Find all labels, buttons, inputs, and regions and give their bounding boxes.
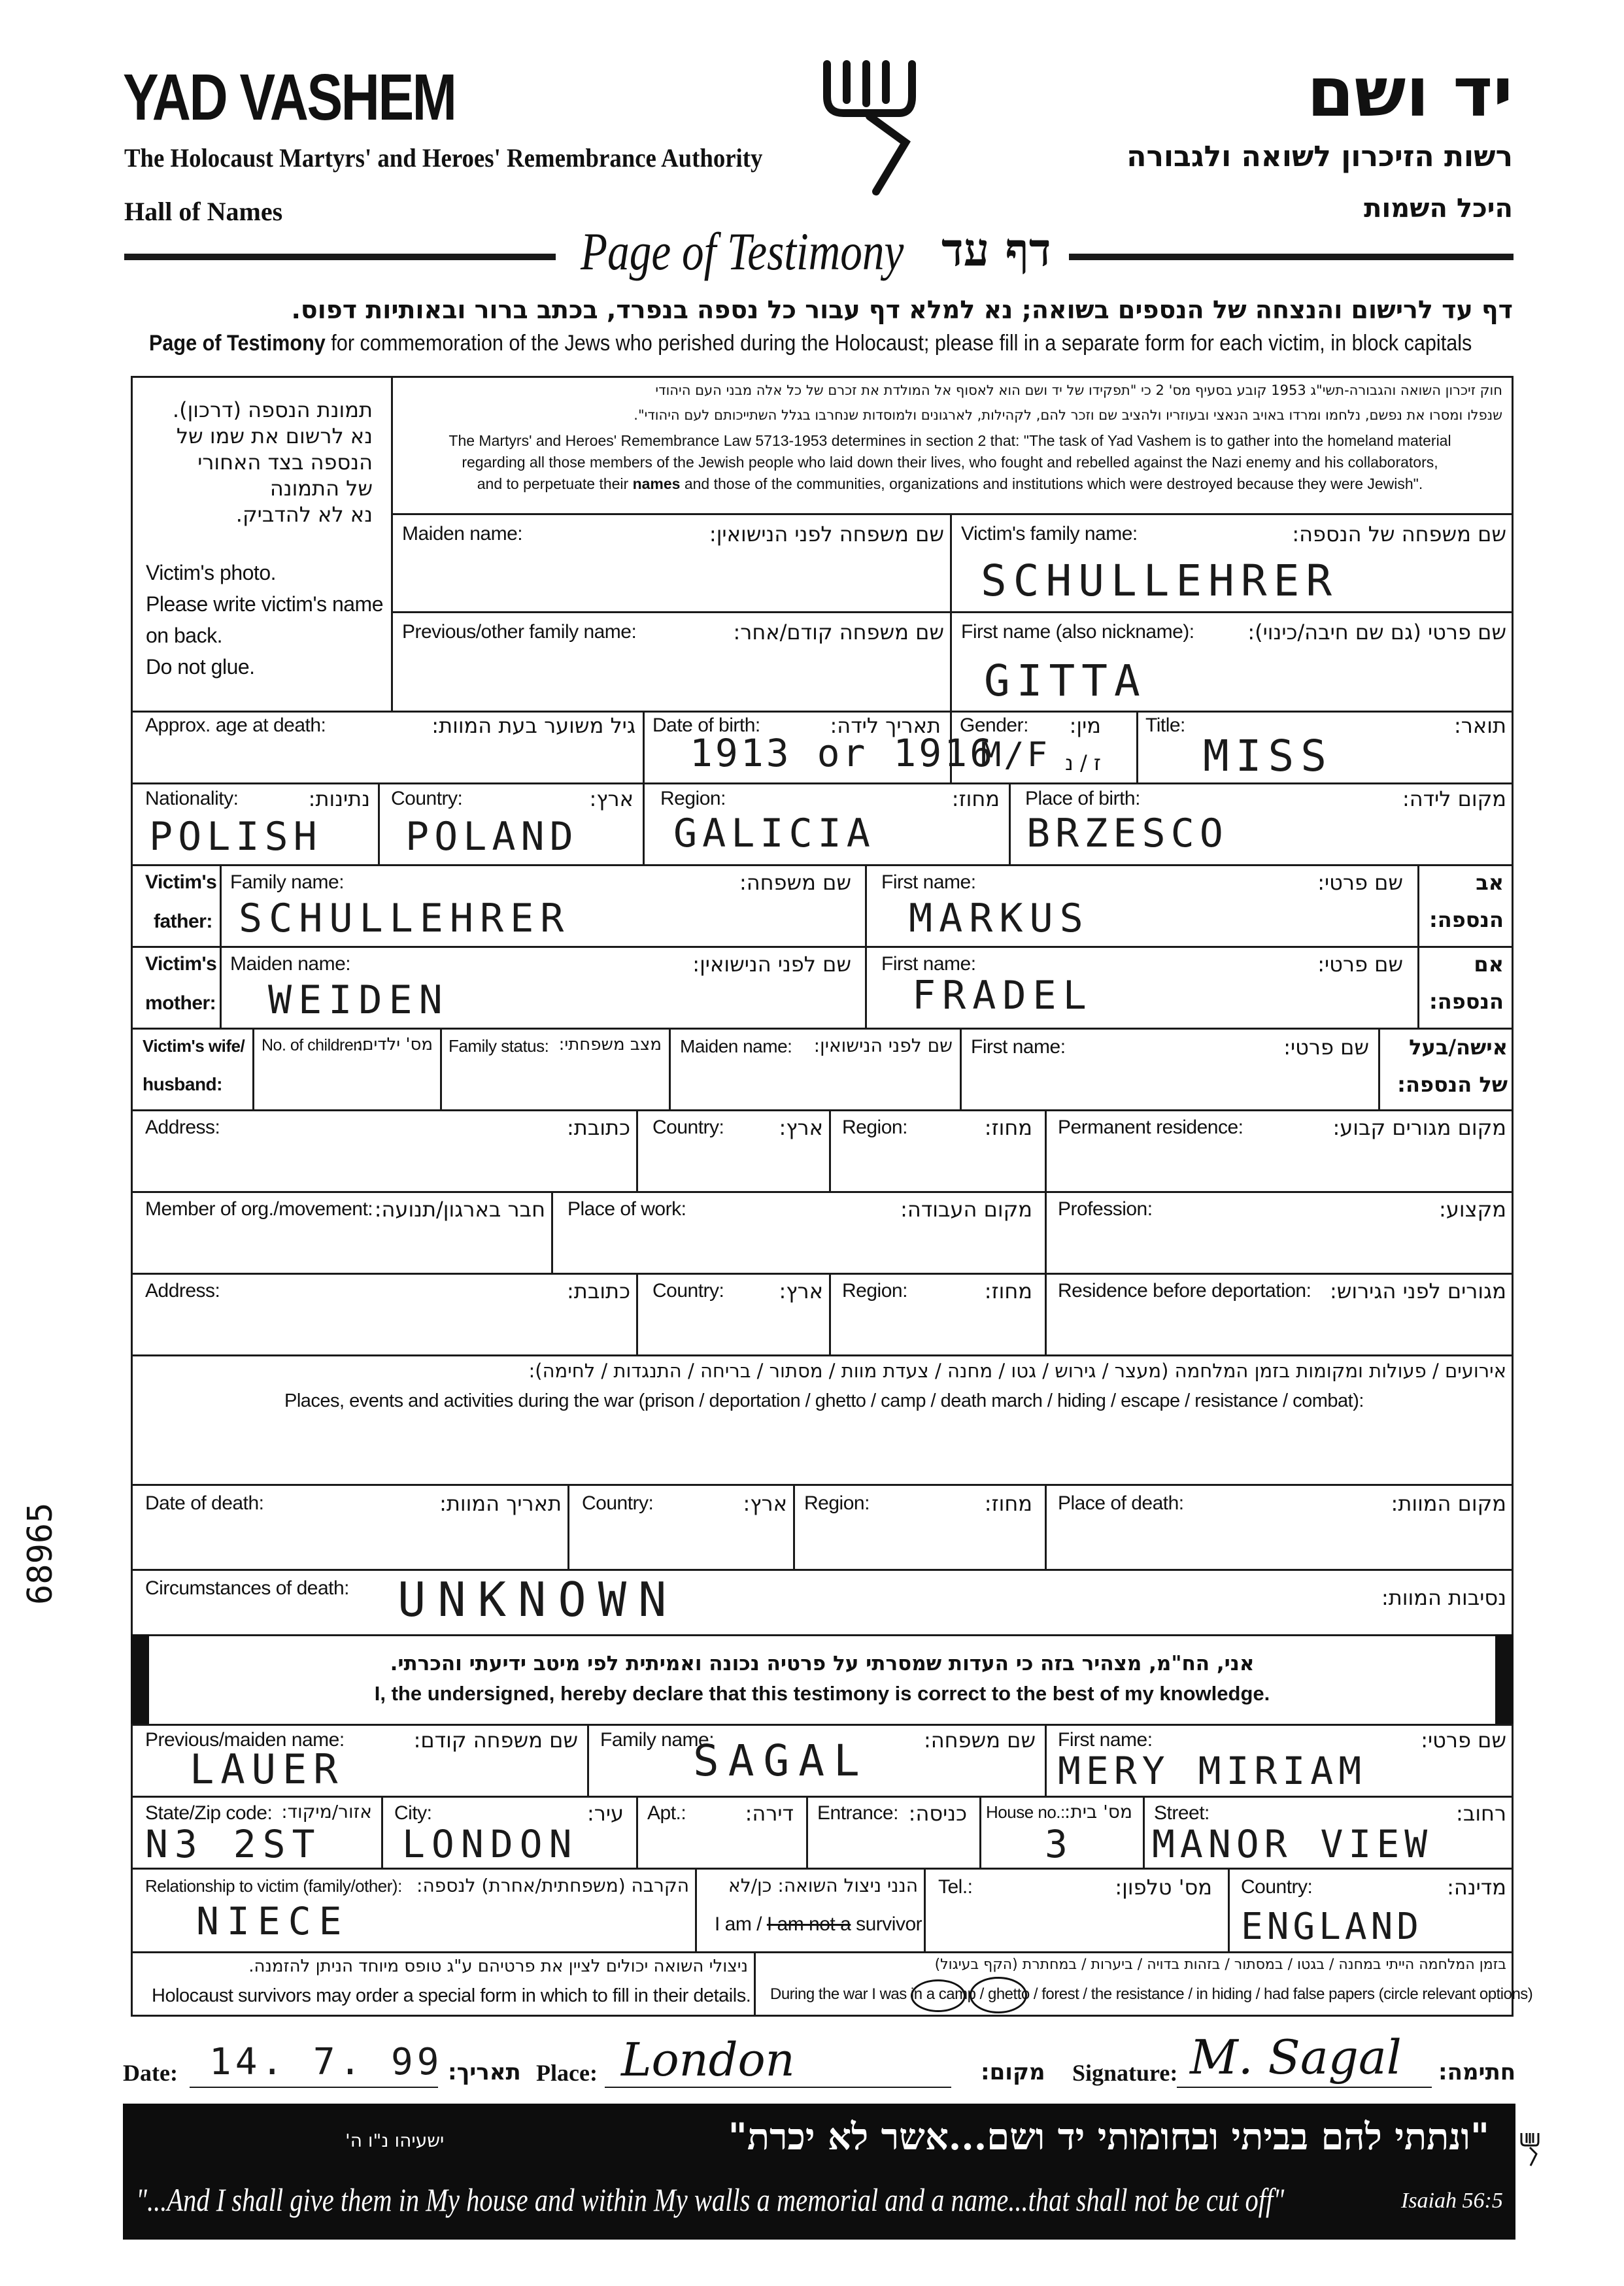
row-age [131,711,1514,713]
survivor-en-b: survivor [856,1913,922,1935]
street-label-en: Street: [1154,1802,1210,1824]
title-value[interactable]: MISS [1203,731,1333,781]
sub-country-value[interactable]: ENGLAND [1241,1906,1423,1948]
spouse-side-en-1: Victim's wife/ [143,1036,245,1056]
res-country-label-en: Country: [652,1117,724,1138]
row-circ [131,1569,1514,1571]
permanent-field[interactable] [1047,1144,1511,1190]
prev-name-label-he: שם משפחה קודם/אחר: [733,620,944,645]
decl-bar-left [131,1634,149,1726]
maiden-name-field[interactable] [393,549,949,609]
law-text [398,382,1509,493]
yad-vashem-logo [814,51,925,201]
org-subtitle-en: The Holocaust Martyrs' and Heroes' Remembrance Authority [124,143,763,173]
res2-country-label-he: ארץ: [779,1279,823,1303]
footer-place-rule [605,2087,951,2088]
entrance-label-en: Entrance: [817,1802,898,1824]
country-label-en: Country: [391,788,463,809]
status-field[interactable] [442,1062,668,1108]
country-value[interactable]: POLAND [405,814,579,860]
circ-value[interactable]: UNKNOWN [398,1572,679,1627]
notes-left-he: ניצולי השואה יכולים לציין את פרטיהם ע"ג טופס מיוחד הניתן להזמנה. [248,1957,748,1976]
city-label-en: City: [394,1802,432,1824]
entrance-label-he: כניסה: [908,1801,967,1826]
gender-options-he: ז / נ [1064,750,1101,775]
nat-split [378,782,380,864]
address2-label-he: כתובת: [567,1279,630,1303]
death-region-field[interactable] [795,1520,1043,1567]
father-family-label-he: שם משפחה: [739,870,851,895]
footer-sig-label-he: חתימה: [1438,2059,1516,2085]
law-en-3b: names [632,475,681,492]
row-mother [131,946,1514,948]
house-label-en: House no.: [986,1802,1065,1822]
country-label-he: ארץ: [589,786,634,811]
deport-label-he: מגורים לפני הגירוש: [1329,1279,1506,1303]
law-en-3c: and those of the communities, organizations and institutions which were destroyed because they were Jewish". [684,475,1423,492]
sub-first-label-he: שם פרטי: [1421,1728,1506,1753]
form-bottom [131,2015,1514,2017]
mother-side-en-2: mother: [145,992,216,1014]
age-label-he: גיל משוער בעת המוות: [431,713,635,738]
permanent-label-he: מקום מגורים קבוע: [1332,1115,1506,1140]
mother-first-value[interactable]: FRADEL [912,973,1093,1018]
footer-date-label-he: תאריך: [448,2059,521,2085]
law-en-1: The Martyrs' and Heroes' Remembrance Law 5713-1953 determines in section 2 that: "The task of Yad Vashem is to gather into the homeland material [448,432,1451,449]
work-label-en: Place of work: [567,1198,686,1220]
country-split [643,782,645,864]
spouse-maiden-label-en: Maiden name: [680,1036,792,1056]
mother-maiden-label-en: Maiden name: [230,953,351,975]
res2-country-label-en: Country: [652,1280,724,1302]
footer-date-label-en: Date: [123,2060,178,2086]
row-zip [131,1796,1514,1798]
spouse-maiden-field[interactable] [671,1062,958,1108]
dob-label-en: Date of birth: [652,714,760,736]
gender-label-en: Gender: [960,714,1028,736]
profession-label-en: Profession: [1058,1198,1153,1220]
photo-he-2: נא לרשום את שמו של [176,424,373,448]
circ-label-en: Circumstances of death: [145,1577,349,1599]
gender-value[interactable]: M/F [981,735,1050,775]
pob-label-he: מקום לידה: [1402,786,1506,811]
nationality-label-en: Nationality: [145,788,239,809]
footer-place-label-he: מקום: [981,2059,1045,2085]
menorah-logo-icon [814,51,925,201]
footer-sig-value[interactable]: M. Sagal [1190,2030,1402,2085]
photo-box [133,378,391,711]
footer-sig-label-en: Signature: [1072,2060,1178,2086]
form-right [1512,376,1514,2017]
status-label-en: Family status: [448,1036,549,1056]
city-label-he: עיר: [586,1801,624,1826]
photo-en-2: Please write victim's name [146,592,383,616]
sub-first-label-en: First name: [1058,1729,1153,1751]
spouse-first-label-en: First name: [971,1036,1066,1058]
apt-label-he: דירה: [745,1801,794,1826]
spouse-first-field[interactable] [962,1062,1377,1108]
footer-banner [123,2104,1515,2240]
city-value[interactable]: LONDON [402,1822,579,1866]
declaration-en: I, the undersigned, hereby declare that this testimony is correct to the best of my knowledge. [374,1682,1270,1705]
house-value[interactable]: 3 [1045,1822,1074,1866]
region-split [1009,782,1011,864]
res-region-label-en: Region: [842,1117,907,1138]
death-country-label-he: ארץ: [743,1491,787,1516]
mother-first-label-he: שם פרטי: [1317,952,1403,977]
banner-he-ref: ישעיהו נ"ו ה' [345,2130,445,2151]
permanent-label-en: Permanent residence: [1058,1117,1243,1138]
form-title-en: Page of Testimony [581,222,904,281]
nationality-value[interactable]: POLISH [149,814,322,860]
photo-en-1: Victim's photo. [146,561,276,584]
father-family-value[interactable]: SCHULLEHRER [239,896,571,941]
banner-en-ref: Isaiah 56:5 [1401,2189,1503,2213]
photo-en-3: on back. [146,624,222,647]
address2-field[interactable] [133,1307,635,1353]
father-side-en-2: father: [154,911,212,932]
law-en-3 [398,475,1502,493]
zip-d [979,1796,981,1868]
death-place-label-he: מקום המוות: [1391,1491,1506,1516]
row-nat [131,782,1514,784]
tel-label-he: מס' טלפון: [1115,1875,1212,1900]
mother-side-he-1: אם [1474,952,1504,977]
photo-he-3: הנספה בצד האחורי [197,450,373,475]
footer-small-logo [1518,2130,1542,2169]
death-date-label-he: תאריך המוות: [439,1491,562,1516]
street-value[interactable]: MANOR VIEW [1152,1822,1433,1866]
father-side-en-1: Victim's [145,871,217,893]
rel-c [1228,1868,1230,1951]
title-rule-right [1069,254,1514,260]
row-death [131,1484,1514,1486]
circle-camp-mark [911,1979,966,2012]
circle-ghetto-mark [970,1977,1027,2013]
sub-first-value[interactable]: MERY MIRIAM [1058,1749,1367,1793]
maiden-name-label-he: שם משפחה לפני הנישואין: [709,522,944,546]
res2-region-label-en: Region: [842,1280,907,1302]
father-first-value[interactable]: MARKUS [909,896,1090,941]
declaration-he: אני, הח"מ, מצהיר בזה כי העדות שמסרתי על פרטיה נכונה ואמיתית לפי מיטב ידיעתי והכרתי. [390,1652,1255,1675]
age-field[interactable] [133,742,641,781]
res-country-field[interactable] [638,1144,828,1190]
father-side-he-2: הנספה: [1429,907,1504,932]
row-spouse [131,1028,1514,1030]
spouse-side-en-2: husband: [143,1074,222,1094]
address2-label-en: Address: [145,1280,220,1302]
notes-right-he: בזמן המלחמה הייתי במחנה / בגטו / במסתור / בזהות בדויה / ביערות / במחתרת (הקף בעיגול) [934,1957,1506,1973]
status-label-he: מצב משפחתי: [558,1035,662,1054]
apt-label-en: Apt.: [647,1802,686,1824]
res2-region-field[interactable] [831,1307,1043,1353]
profession-label-he: מקצוע: [1439,1197,1506,1222]
dob-label-he: תאריך לידה: [830,713,941,738]
row-war [131,1354,1514,1356]
row-prev [391,611,1514,613]
title-label-he: תואר: [1454,713,1506,738]
rel-a [695,1868,697,1951]
title-label-en: Title: [1145,714,1185,736]
prev-name-field[interactable] [393,647,949,709]
mother-first-label-en: First name: [881,953,976,975]
zip-label-en: State/Zip code: [145,1802,273,1824]
apt-field[interactable] [638,1827,805,1866]
father-side-he-1: אב [1476,870,1504,895]
notes-a [754,1951,756,2017]
zip-e [1143,1796,1145,1868]
survivor-en-a: I am / [715,1913,762,1935]
sub-prev-value[interactable]: LAUER [190,1745,345,1793]
death-place-label-en: Place of death: [1058,1492,1184,1514]
survivor-label-en[interactable] [715,1913,922,1936]
spouse-side-he-1: אישה/בעל [1409,1035,1508,1060]
address-label-he: כתובת: [567,1115,630,1140]
org-name-he: יד ושם [1307,52,1513,132]
death-country-field[interactable] [569,1520,792,1567]
notes-left-en: Holocaust survivors may order a special form in which to fill in their details. [152,1985,751,2006]
pob-label-en: Place of birth: [1025,788,1140,809]
mother-side-he-2: הנספה: [1429,989,1504,1014]
family-name-label-he: שם משפחה של הנספה: [1292,522,1506,546]
row-member [131,1191,1514,1193]
deport-label-en: Residence before deportation: [1058,1280,1311,1302]
res2-country-field[interactable] [638,1307,828,1353]
children-label-he: מס' ילדים: [356,1035,433,1054]
rel-label-en: Relationship to victim (family/other): [145,1876,402,1896]
row-rel [131,1868,1514,1870]
gender-split [1136,711,1138,782]
sub-b [1045,1724,1047,1796]
region-label-he: מחוז: [951,786,1000,811]
title-rule-left [124,254,556,260]
footer-place-label-en: Place: [536,2060,598,2086]
war-field[interactable] [133,1419,1511,1483]
sub-family-value[interactable]: SAGAL [693,1736,869,1786]
form-title-he: דף עד [941,222,1051,277]
death-region-label-en: Region: [804,1492,870,1514]
house-label-he: מס' בית: [1064,1801,1132,1823]
family-name-label-en: Victim's family name: [961,523,1138,545]
row-address [131,1109,1514,1111]
res-country-label-he: ארץ: [779,1115,823,1140]
row-father [131,864,1514,866]
notes-right-en: During the war I was in a camp / ghetto / forest / the resistance / in hiding / had false papers (circle relevant options) [770,1985,1533,2003]
first-name-value[interactable]: GITTA [984,656,1147,706]
deport-field[interactable] [1047,1307,1511,1353]
pob-value[interactable]: BRZESCO [1026,811,1228,856]
mother-maiden-label-he: שם לפני הנישואין: [692,952,851,977]
age-split [643,711,645,782]
banner-he: "ונתתי להם בביתי ובחומותי יד ושם...אשר לא יכרת" [728,2115,1489,2159]
hall-he: היכל השמות [1364,193,1513,224]
footer-place-value[interactable]: London [621,2033,795,2087]
law-bottom [391,513,1514,515]
footer-sig-rule [1177,2087,1432,2088]
first-name-label-he: שם פרטי (גם שם חיבה/כינוי): [1247,620,1506,645]
survivor-label-he: הנני ניצול השואה: כן/לא [728,1875,918,1896]
work-field[interactable] [553,1226,1043,1271]
row-decl [131,1634,1514,1636]
death-region-label-he: מחוז: [984,1491,1032,1516]
decl-bar-right [1495,1634,1514,1726]
spouse-e [1378,1028,1380,1109]
intro-en-rest: for commemoration of the Jews who perished during the Holocaust; please fill in a separate form for each victim, in block capitals [331,331,1472,356]
death-country-label-en: Country: [582,1492,654,1514]
footer-date-value[interactable]: 14. 7. 99 [209,2041,443,2083]
first-name-label-en: First name (also nickname): [961,621,1194,643]
row-notes [131,1951,1514,1953]
sub-prev-label-en: Previous/maiden name: [145,1729,345,1751]
intro-en [149,331,1472,356]
law-en-2: regarding all those members of the Jewish people who laid down their lives, who fought and rebelled against the Nazi enemy and his collaborators, [462,454,1438,471]
zip-label-he: אזור/מיקוד: [281,1801,372,1823]
photo-en-4: Do not glue. [146,655,255,679]
small-menorah-icon [1518,2130,1542,2169]
entrance-field[interactable] [808,1827,978,1866]
maiden-name-label-en: Maiden name: [402,523,523,545]
sub-prev-label-he: שם משפחה קודם: [413,1728,578,1753]
photo-he-1: תמונת הנספה (דרכון). [172,397,373,422]
member-label-he: חבר בארגון/תנועה: [374,1197,545,1222]
death-date-field[interactable] [133,1520,566,1567]
children-field[interactable] [254,1062,439,1108]
row-submitter [131,1724,1514,1726]
res2-region-label-he: מחוז: [984,1279,1032,1303]
prev-name-label-en: Previous/other family name: [402,621,637,643]
father-first-label-he: שם פרטי: [1317,870,1403,895]
work-label-he: מקום העבודה: [900,1197,1032,1222]
zip-value[interactable]: N3 2ST [145,1822,322,1866]
law-en-3a: and to perpetuate their [477,475,629,492]
address-field[interactable] [133,1144,635,1190]
address-label-en: Address: [145,1117,220,1138]
org-name-en: YAD VASHEM [123,61,456,134]
rel-label-he: הקרבה (משפחתית/אחרת) לנספה: [416,1875,689,1896]
circ-label-he: נסיבות המוות: [1381,1585,1506,1610]
mother-side-en-1: Victim's [145,953,217,975]
law-he-2: שנפלו ומסרו את נפשם, נלחמו ומרדו באויב הנאצי ובעוזריו ולהציב שם וזכר להם, לקהילות, לארגונים ולמוסדות שנחרבו בגלל השתייכותם לעם היהודי". [634,407,1502,423]
footer-date-rule [190,2087,438,2088]
intro-he: דף עד לרישום והנצחה של הנספים בשואה; נא למלא דף עבור כל נספה בנפרד, בכתב ברור ובאותיות דפוס. [291,295,1513,324]
hall-en: Hall of Names [124,197,283,226]
sub-country-label-he: מדינה: [1447,1875,1506,1900]
photo-he-5: נא לא להדביק. [235,502,373,527]
photo-he-4: של התמונה [269,476,373,501]
zip-a [381,1796,383,1868]
family-name-value[interactable]: SCHULLEHRER [981,556,1339,606]
res-region-label-he: מחוז: [984,1115,1032,1140]
profession-field[interactable] [1047,1226,1511,1271]
dob-value[interactable]: 1913 or 1916 [690,731,996,775]
org-subtitle-he: רשות הזיכרון לשואה ולגבורה [1126,140,1513,173]
war-label-en: Places, events and activities during the war (prison / deportation / ghetto / camp / death march / hiding / escape / resistance / combat): [284,1390,1364,1411]
street-label-he: רחוב: [1456,1801,1506,1826]
spouse-maiden-label-he: שם לפני הנישואין: [813,1035,953,1056]
spouse-first-label-he: שם פרטי: [1283,1035,1369,1060]
death-date-label-en: Date of death: [145,1492,264,1514]
death-place-field[interactable] [1047,1520,1511,1567]
children-label-en: No. of children: [262,1036,367,1054]
banner-en: "...And I shall give them in My house and within My walls a memorial and a name...that shall not be cut off" [136,2181,1285,2218]
survivor-en-strike: I am not a [766,1913,851,1935]
gender-label-he: מין: [1069,713,1101,738]
region-value[interactable]: GALICIA [673,811,875,856]
sub-a [587,1724,589,1796]
member-field[interactable] [133,1226,550,1271]
row-address2 [131,1273,1514,1275]
tel-label-en: Tel.: [938,1876,973,1898]
rel-value[interactable]: NIECE [196,1899,350,1943]
age-label-en: Approx. age at death: [145,714,326,736]
spouse-side-he-2: של הנספה: [1397,1072,1508,1097]
res-region-field[interactable] [831,1144,1043,1190]
father-family-label-en: Family name: [230,871,345,893]
sub-family-label-he: שם משפחה: [923,1728,1036,1753]
region-label-en: Region: [660,788,726,809]
law-he-1: חוק זיכרון השואה והגבורה-תשי"ג 1953 קובע בסעיף מס' 2 כי "תפקידו של יד ושם הוא לאסוף אל המולדת את זכרם של כל אלה מבני העם היהודי [655,382,1502,398]
father-first-label-en: First name: [881,871,976,893]
sub-family-label-en: Family name: [600,1729,715,1751]
margin-number: 68965 [21,1502,60,1605]
intro-en-bold: Page of Testimony [149,331,326,356]
sub-country-label-en: Country: [1241,1876,1313,1898]
nationality-label-he: נתינות: [308,786,370,811]
war-label-he: אירועים / פעולות ומקומות בזמן המלחמה (מעצר / גירוש / גטו / מחנה / צעדת מוות / מסתור / בריחה / התנגדות / לחימה): [528,1360,1506,1382]
mother-maiden-value[interactable]: WEIDEN [268,977,449,1023]
tel-field[interactable] [926,1902,1226,1949]
member-label-en: Member of org./movement: [145,1198,373,1220]
